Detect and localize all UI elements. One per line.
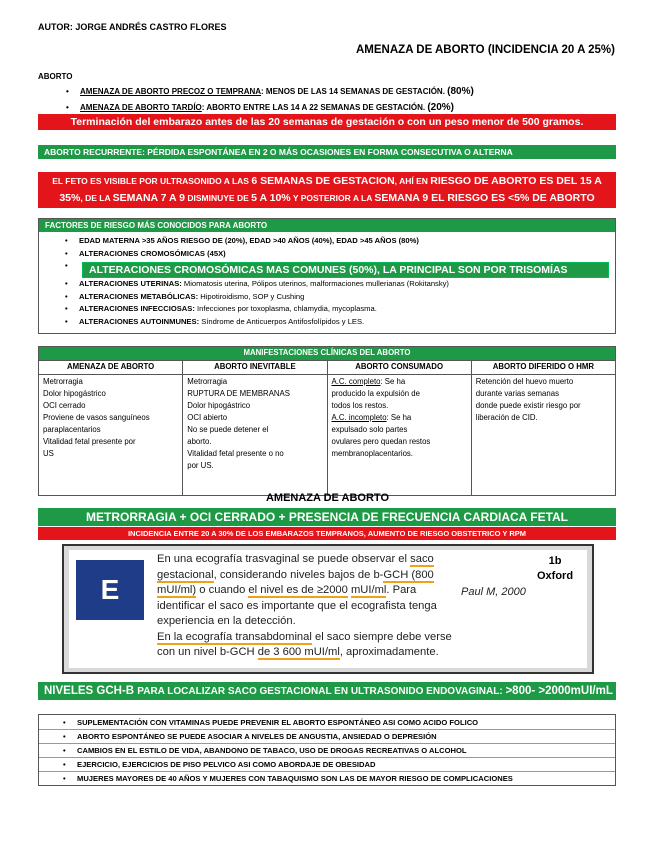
list-item: • ALTERACIONES UTERINAS: Miomatosis uterina, Pólipos uterinos, malformaciones mullerianas (Rokitansky) — [61, 278, 449, 291]
table-header: AMENAZA DE ABORTO — [39, 361, 183, 375]
table-cell: A.C. completo: Se ha producido la expulsión de todos los restos. A.C. incompleto: Se ha expulsado solo partes ovulares pero quedan restos membranoplacentarios. — [327, 375, 471, 496]
fetal-visibility-banner: EL FETO ES VISIBLE POR ULTRASONIDO A LAS 6 SEMANAS DE GESTACION, AHÍ EN RIESGO DE ABORTO ES DEL 15 A 35%, DE LA SEMANA 7 A 9 DISMINUYE DE 5 A 10% Y POSTERIOR A LA SEMANA 9 EL RIESGO ES <5% DE ABORTO — [38, 172, 616, 208]
abortion-types-list — [62, 84, 474, 116]
list-item: • EJERCICIO, EJERCICIOS DE PISO PELVICO ASI COMO ABORDAJE DE OBESIDAD — [59, 758, 513, 772]
evidence-e-icon: E — [76, 560, 144, 620]
list-item: • ALTERACIONES INFECCIOSAS: Infecciones por toxoplasma, chlamydia, mycoplasma. — [61, 303, 449, 316]
list-item: • EDAD MATERNA >35 AÑOS RIESGO DE (20%), EDAD >40 AÑOS (40%), EDAD >45 AÑOS (80%) — [61, 235, 449, 248]
section-title-amenaza: AMENAZA DE ABORTO — [265, 492, 390, 504]
evidence-box — [62, 544, 594, 674]
list-item: • AMENAZA DE ABORTO PRECOZ O TEMPRANA: MENOS DE LAS 14 SEMANAS DE GESTACIÓN. (80%) — [62, 84, 474, 100]
evidence-level: 1b Oxford — [537, 555, 574, 582]
evidence-text: En una ecografía trasvaginal se puede observar el saco gestacional, considerando niveles bajos de b-GCH (800 mUI/ml) o cuando el nivel es de ≥2000 mUI/ml. Para identificar el saco es importante que el ecografista tenga experiencia en la detección. En la ecografía transabdominal el saco siempre debe verse con un nivel b-GCH de 3 600 mUI/ml, aproximadamente. — [157, 553, 452, 658]
table-header: ABORTO CONSUMADO — [327, 361, 471, 375]
list-item: • ALTERACIONES CROMOSÓMICAS (45X) — [61, 248, 449, 261]
list-item: • ABORTO ESPONTÁNEO SE PUEDE ASOCIAR A NIVELES DE ANGUSTIA, ANSIEDAD O DEPRESIÓN — [59, 730, 513, 744]
clinical-manifestations-table — [38, 346, 616, 496]
list-item: • CAMBIOS EN EL ESTILO DE VIDA, ABANDONO DE TABACO, USO DE DROGAS RECREATIVAS O ALCOHOL — [59, 744, 513, 758]
gch-levels-banner: NIVELES GCH-B PARA LOCALIZAR SACO GESTACIONAL EN ULTRASONIDO ENDOVAGINAL: >800- >2000mUI/mL — [38, 682, 616, 700]
definition-banner: Terminación del embarazo antes de las 20 semanas de gestación o con un peso menor de 500 gramos. — [38, 114, 616, 130]
risk-factors-title: FACTORES DE RIESGO MÁS CONOCIDOS PARA ABORTO — [39, 219, 615, 232]
recurrent-banner: ABORTO RECURRENTE: PÉRDIDA ESPONTÁNEA EN 2 O MÁS OCASIONES EN FORMA CONSECUTIVA O ALTERNA — [38, 145, 616, 159]
risk-factors-list — [61, 235, 449, 328]
section-label-aborto: ABORTO — [38, 72, 73, 81]
chromosomal-banner: ALTERACIONES CROMOSÓMICAS MAS COMUNES (50%), LA PRINCIPAL SON POR TRISOMÍAS — [82, 262, 609, 278]
list-item: • ALTERACIONES METABÓLICAS: Hipotiroidismo, SOP y Cushing — [61, 291, 449, 304]
list-item: • ALTERACIONES AUTOINMUNES: Síndrome de Anticuerpos Antifosfolípidos y LES. — [61, 316, 449, 329]
recommendations-box — [38, 714, 616, 786]
list-item: • MUJERES MAYORES DE 40 AÑOS Y MUJERES CON TABAQUISMO SON LAS DE MAYOR RIESGO DE COMPLICACIONES — [59, 772, 513, 786]
amenaza-incidence-banner: INCIDENCIA ENTRE 20 A 30% DE LOS EMBARAZOS TEMPRANOS, AUMENTO DE RIESGO OBSTETRICO Y RPM — [38, 527, 616, 540]
page-title: AMENAZA DE ABORTO (INCIDENCIA 20 A 25%) — [356, 44, 615, 56]
table-cell: Metrorragia RUPTURA DE MEMBRANAS Dolor hipogástrico OCI abierto No se puede detener el aborto. Vitalidad fetal presente o no por US. — [183, 375, 327, 496]
list-item: • AMENAZA DE ABORTO TARDÍO: ABORTO ENTRE LAS 14 A 22 SEMANAS DE GESTACIÓN. (20%) — [62, 100, 474, 116]
table-header: ABORTO DIFERIDO O HMR — [471, 361, 615, 375]
author-line: AUTOR: JORGE ANDRÉS CASTRO FLORES — [38, 22, 227, 32]
table-header: ABORTO INEVITABLE — [183, 361, 327, 375]
amenaza-criteria-banner: METRORRAGIA + OCI CERRADO + PRESENCIA DE FRECUENCIA CARDIACA FETAL — [38, 508, 616, 526]
recommendations-list — [59, 716, 513, 786]
table-title: MANIFESTACIONES CLÍNICAS DEL ABORTO — [39, 347, 616, 361]
table-cell: Metrorragia Dolor hipogástrico OCI cerrado Proviene de vasos sanguíneos paraplacentarios Vitalidad fetal presente por US — [39, 375, 183, 496]
evidence-reference: Paul M, 2000 — [461, 586, 526, 598]
table-cell: Retención del huevo muerto durante varias semanas donde puede existir riesgo por liberación de CID. — [471, 375, 615, 496]
list-item: • SUPLEMENTACIÓN CON VITAMINAS PUEDE PREVENIR EL ABORTO ESPONTÁNEO ASI COMO ACIDO FOLICO — [59, 716, 513, 730]
